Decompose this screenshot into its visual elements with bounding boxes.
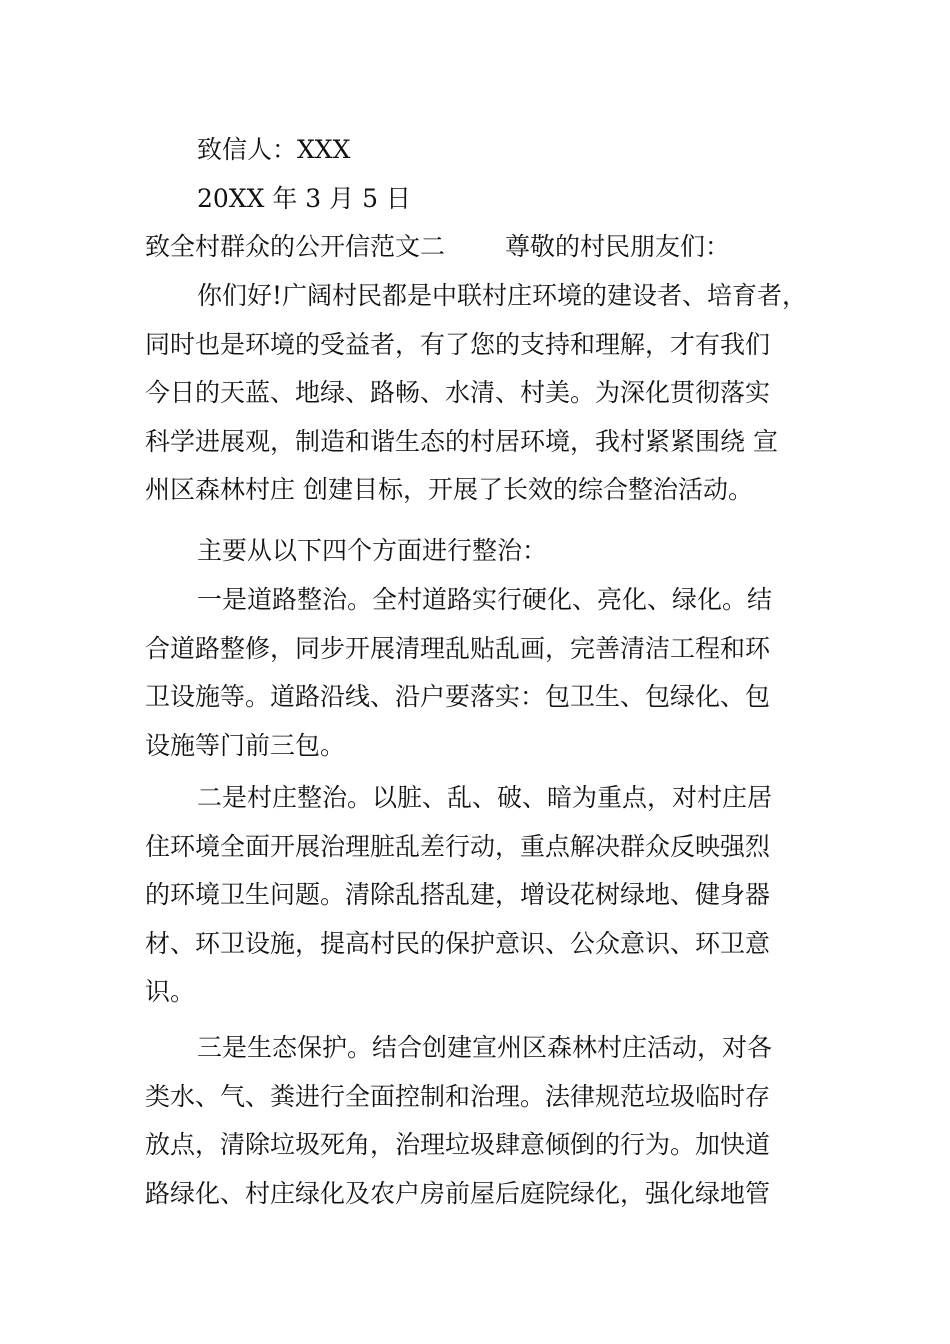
paragraph-1 [145,272,810,515]
salutation: 尊敬的村民朋友们： [505,232,731,261]
paragraph-line: 你们好!广阔村民都是中联村庄环境的建设者、培育者， [197,281,808,310]
paragraph-2 [145,527,810,576]
paragraph-line: 路绿化、村庄绿化及农户房前屋后庭院绿化，强化绿地管 [145,1178,771,1208]
paragraph-line: 放点，清除垃圾死角，治理垃圾肆意倾倒的行为。加快道 [145,1130,771,1159]
paragraph-4 [145,774,810,1017]
paragraph-line: 识。 [145,977,196,1006]
recipient-line: 致信人：XXX [197,135,351,164]
paragraph-line: 同时也是环境的受益者，有了您的支持和理解，才有我们 [145,329,771,359]
paragraph-line: 一是道路整治。全村道路实行硬化、亮化、绿化。结 [197,585,773,614]
paragraph-line: 住环境全面开展治理脏乱差行动，重点解决群众反映强烈 [145,831,771,861]
title-salutation-line [145,223,810,272]
paragraph-line: 的环境卫生问题。清除乱搭乱建，增设花树绿地、健身器 [145,880,771,909]
paragraph-line: 材、环卫设施，提高村民的保护意识、公众意识、环卫意 [145,928,771,958]
paragraph-line: 卫设施等。道路沿线、沿户要落实：包卫生、包绿化、包 [145,682,771,711]
date-line: 20XX 年 3 月 5 日 [197,183,411,213]
paragraph-line: 二是村庄整治。以脏、乱、破、暗为重点，对村庄居 [197,783,773,812]
letter-header [145,126,810,272]
letter-title: 致全村群众的公开信范文二 [145,232,446,261]
paragraph-line: 州区森林村庄 创建目标，开展了长效的综合整治活动。 [145,475,753,504]
paragraph-line: 设施等门前三包。 [145,730,346,760]
paragraph-line: 类水、气、粪进行全面控制和治理。法律规范垃圾临时存 [145,1081,771,1111]
paragraph-5 [145,1024,810,1218]
paragraph-line: 合道路整修，同步开展清理乱贴乱画，完善清洁工程和环 [145,633,771,663]
paragraph-line: 今日的天蓝、地绿、路畅、水清、村美。为深化贯彻落实 [145,378,771,407]
paragraph-3 [145,576,810,770]
paragraph-line: 科学进展观，制造和谐生态的村居环境，我村紧紧围绕 宣 [145,426,778,456]
paragraph-line: 主要从以下四个方面进行整治： [197,536,548,565]
paragraph-line: 三是生态保护。结合创建宣州区森林村庄活动，对各 [197,1033,773,1062]
